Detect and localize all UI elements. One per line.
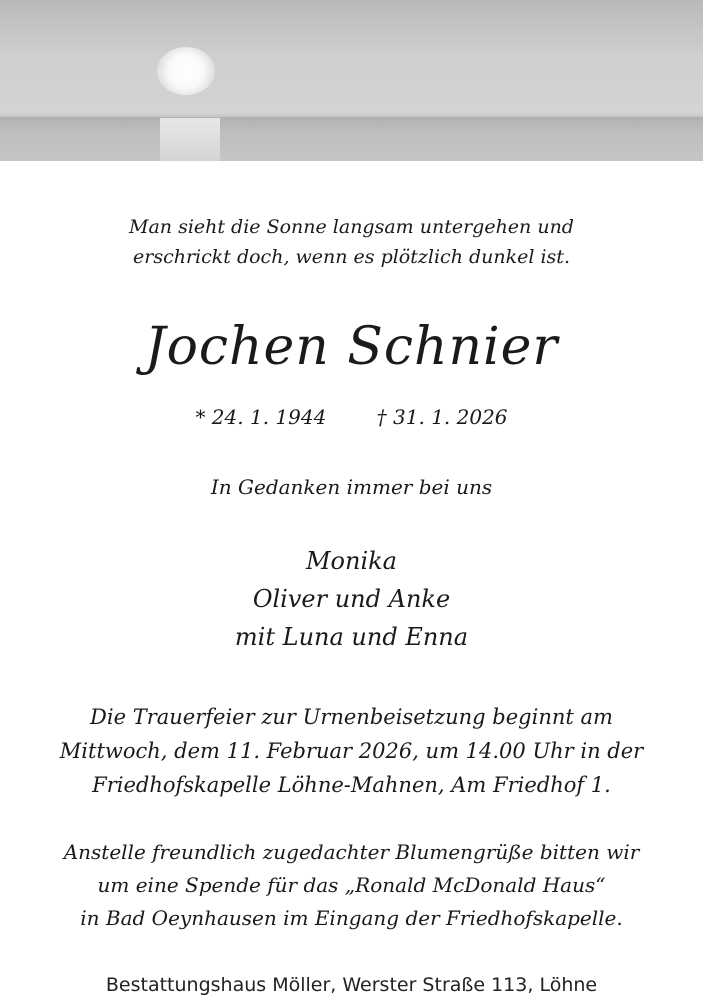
sea-horizon: [0, 117, 703, 161]
ceremony-line: Mittwoch, dem 11. Februar 2026, um 14.00 Uhr in der: [59, 739, 644, 763]
funeral-home-footer: Bestattungshaus Möller, Werster Straße 113, Löhne: [0, 970, 703, 1000]
sunset-photo: [0, 0, 703, 161]
deceased-name: Jochen Schnier: [144, 317, 559, 377]
mourner-name: Oliver und Anke: [252, 585, 451, 613]
donation-line: Anstelle freundlich zugedachter Blumengrüße bitten wir: [63, 840, 640, 864]
birth-date: * 24. 1. 1944: [195, 405, 327, 429]
mourner-name: mit Luna und Enna: [234, 623, 469, 651]
motto-line: Man sieht die Sonne langsam untergehen und: [129, 216, 574, 238]
donation-line: um eine Spende für das „Ronald McDonald Haus“: [97, 873, 606, 897]
motto-line: erschrickt doch, wenn es plötzlich dunkel ist.: [133, 246, 570, 268]
remembrance-tagline: In Gedanken immer bei uns: [210, 475, 493, 499]
donation-request: [0, 836, 703, 935]
sun-reflection: [160, 118, 220, 161]
motto-quote: [0, 212, 703, 272]
ceremony-line: Friedhofskapelle Löhne-Mahnen, Am Friedhof 1.: [92, 773, 611, 797]
mourner-name: Monika: [305, 547, 397, 575]
ceremony-line: Die Trauerfeier zur Urnenbeisetzung beginnt am: [90, 705, 613, 729]
mourners-list: [0, 542, 703, 656]
death-date: † 31. 1. 2026: [376, 405, 508, 429]
donation-line: in Bad Oeynhausen im Eingang der Friedhofskapelle.: [80, 906, 623, 930]
ceremony-info: [0, 700, 703, 802]
life-dates: [0, 402, 703, 432]
sun-image: [157, 47, 215, 95]
